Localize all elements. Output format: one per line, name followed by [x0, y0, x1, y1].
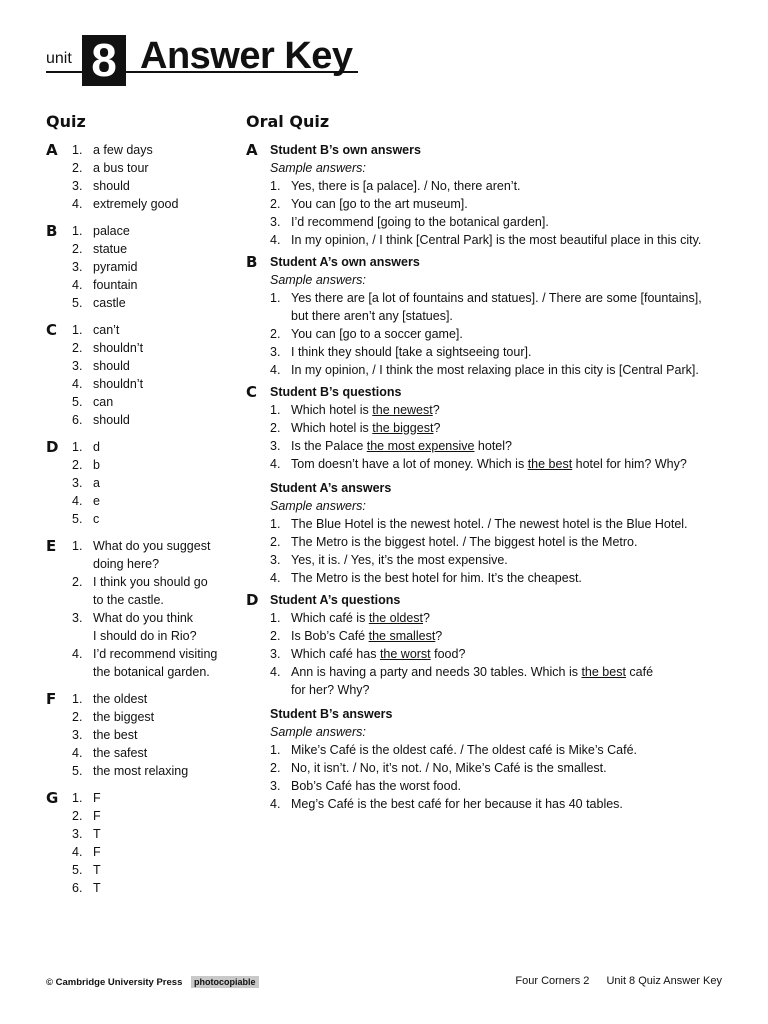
answer-line [291, 777, 736, 795]
answer-item [270, 533, 736, 551]
group-subtitle: Sample answers: [270, 725, 366, 739]
item-number: 1. [270, 291, 281, 305]
answer-line [291, 419, 736, 437]
book-title: Four Corners 2 [515, 975, 590, 987]
answer-item [72, 708, 236, 726]
oral-section-b [246, 253, 736, 379]
answer-item [270, 663, 736, 699]
item-number: 1. [270, 743, 281, 757]
group-title: Student A’s questions [270, 593, 401, 607]
item-number: 2. [72, 341, 83, 355]
answer-item [270, 361, 736, 379]
answer-item [270, 195, 736, 213]
answer-line: What do you think [93, 611, 194, 625]
answer-text: F [93, 845, 101, 859]
group-subtitle: Sample answers: [270, 161, 366, 175]
section-letter: F [46, 690, 57, 708]
group-title: Student B’s questions [270, 385, 402, 399]
answer-line: doing here? [93, 557, 160, 571]
unit-number-badge: 8 [82, 35, 126, 86]
answer-item [270, 645, 736, 663]
answer-item [72, 375, 236, 393]
answer-line [291, 795, 736, 813]
answer-line: I should do in Rio? [93, 629, 197, 643]
oral-section-c [246, 383, 736, 587]
answer-text: Yes there are [a lot of fountains and statues]. / There are some [fountains], [291, 291, 702, 305]
group-subtitle: Sample answers: [270, 499, 366, 513]
answer-item [72, 258, 236, 276]
section-letter: A [46, 141, 58, 159]
answer-line [291, 213, 736, 231]
answer-item [72, 726, 236, 744]
answer-text: ? [433, 421, 441, 435]
photocopiable-badge: photocopiable [191, 976, 259, 988]
item-number: 3. [72, 827, 83, 841]
answer-line [291, 325, 736, 343]
answer-line [291, 627, 736, 645]
answer-list [270, 289, 736, 379]
answer-item [270, 515, 736, 533]
answer-item [72, 861, 236, 879]
answer-line: the botanical garden. [93, 665, 210, 679]
quiz-section-f [46, 690, 236, 780]
answer-text: Yes, it is. / Yes, it’s the most expensive. [291, 553, 508, 567]
answer-item [270, 401, 736, 419]
item-number: 3. [72, 260, 83, 274]
quiz-heading: Quiz [46, 112, 86, 131]
item-number: 4. [270, 797, 281, 811]
answer-text: extremely good [93, 197, 179, 211]
answer-item [72, 294, 236, 312]
item-number: 2. [270, 629, 281, 643]
answer-item [72, 159, 236, 177]
answer-text: I’d recommend [going to the botanical garden]. [291, 215, 549, 229]
answer-text: The Metro is the best hotel for him. It’s the cheapest. [291, 571, 582, 585]
item-number: 2. [72, 242, 83, 256]
answer-item [72, 276, 236, 294]
answer-list [72, 537, 236, 681]
item-number: 2. [72, 161, 83, 175]
item-number: 3. [270, 779, 281, 793]
item-number: 4. [72, 278, 83, 292]
answer-line [291, 609, 736, 627]
answer-item [270, 759, 736, 777]
underlined-term: the most expensive [366, 439, 475, 453]
answer-text: can’t [93, 323, 120, 337]
answer-text: Which café has [291, 647, 380, 661]
answer-item [270, 289, 736, 325]
quiz-section-b [46, 222, 236, 312]
answer-text: Yes, there is [a palace]. / No, there aren’t. [291, 179, 521, 193]
item-number: 6. [72, 413, 83, 427]
answer-line [291, 663, 736, 681]
oral-quiz-column [246, 112, 736, 817]
answer-line [291, 361, 736, 379]
answer-text: Which café is [291, 611, 369, 625]
item-number: 3. [270, 345, 281, 359]
answer-item [270, 609, 736, 627]
answer-list [270, 609, 736, 699]
item-number: 1. [72, 224, 83, 238]
answer-line: I think you should go [93, 575, 208, 589]
answer-item [270, 437, 736, 455]
quiz-section-e [46, 537, 236, 681]
item-number: 2. [270, 535, 281, 549]
answer-text: the biggest [93, 710, 155, 724]
answer-line [291, 231, 736, 249]
oral-section-a [246, 141, 736, 249]
answer-item [270, 627, 736, 645]
answer-group [270, 705, 736, 813]
item-number: 1. [72, 323, 83, 337]
item-number: 4. [72, 377, 83, 391]
answer-list [270, 177, 736, 249]
item-number: 6. [72, 881, 83, 895]
answer-item [72, 456, 236, 474]
answer-list [270, 515, 736, 587]
item-number: 4. [72, 746, 83, 760]
answer-text: e [93, 494, 100, 508]
item-number: 1. [270, 517, 281, 531]
answer-item [72, 645, 236, 681]
answer-text: Bob’s Café has the worst food. [291, 779, 462, 793]
answer-item [72, 177, 236, 195]
answer-line [291, 437, 736, 455]
answer-line: What do you suggest [93, 539, 211, 553]
answer-line: to the castle. [93, 593, 164, 607]
answer-text: Which hotel is [291, 421, 373, 435]
oral-quiz-heading: Oral Quiz [246, 112, 330, 131]
answer-group [270, 253, 736, 379]
item-number: 1. [72, 791, 83, 805]
answer-text: café [625, 665, 654, 679]
answer-item [72, 537, 236, 573]
answer-text: b [93, 458, 100, 472]
item-number: 1. [72, 692, 83, 706]
answer-item [72, 438, 236, 456]
answer-line [291, 195, 736, 213]
answer-list [72, 321, 236, 429]
answer-item [270, 777, 736, 795]
answer-text: Mike’s Café is the oldest café. / The oldest café is Mike’s Café. [291, 743, 637, 757]
item-number: 1. [72, 440, 83, 454]
answer-item [72, 240, 236, 258]
item-number: 3. [270, 439, 281, 453]
section-letter: A [246, 141, 258, 159]
answer-group [270, 479, 736, 587]
answer-text: ? [432, 403, 440, 417]
answer-list [270, 741, 736, 813]
answer-text: T [93, 863, 101, 877]
answer-item [72, 411, 236, 429]
copyright-text: © Cambridge University Press [46, 977, 183, 988]
quiz-section-a [46, 141, 236, 213]
answer-item [72, 789, 236, 807]
answer-text: F [93, 791, 101, 805]
item-number: 2. [270, 197, 281, 211]
answer-line [291, 289, 736, 307]
answer-text: but there aren’t any [statues]. [291, 309, 453, 323]
answer-item [72, 474, 236, 492]
answer-line [291, 681, 736, 699]
answer-line [291, 343, 736, 361]
section-letter: B [246, 253, 258, 271]
group-title: Student B’s own answers [270, 143, 421, 157]
answer-text: castle [93, 296, 126, 310]
answer-item [270, 551, 736, 569]
answer-text: palace [93, 224, 130, 238]
answer-item [270, 343, 736, 361]
item-number: 3. [72, 476, 83, 490]
answer-text: the best [93, 728, 138, 742]
answer-text: Is Bob’s Café [291, 629, 369, 643]
answer-item [72, 762, 236, 780]
answer-line [291, 177, 736, 195]
answer-item [270, 177, 736, 195]
item-number: 2. [72, 575, 83, 589]
answer-text: In my opinion, / I think the most relaxing place in this city is [Central Park]. [291, 363, 699, 377]
answer-item [72, 510, 236, 528]
answer-text: food? [430, 647, 466, 661]
item-number: 1. [270, 611, 281, 625]
answer-text: hotel for him? Why? [572, 457, 687, 471]
item-number: 3. [72, 728, 83, 742]
answer-text: should [93, 179, 130, 193]
item-number: 4. [72, 494, 83, 508]
answer-text: should [93, 359, 130, 373]
answer-text: In my opinion, / I think [Central Park] is the most beautiful place in this city. [291, 233, 702, 247]
quiz-sections [46, 141, 236, 897]
page-header [0, 30, 768, 90]
answer-text: fountain [93, 278, 138, 292]
unit-label: unit [46, 50, 72, 67]
answer-item [72, 141, 236, 159]
footer-right [515, 975, 722, 987]
answer-text: hotel? [474, 439, 512, 453]
answer-item [72, 843, 236, 861]
answer-text: shouldn’t [93, 341, 144, 355]
answer-text: the safest [93, 746, 148, 760]
item-number: 1. [72, 539, 83, 553]
group-title: Student B’s answers [270, 707, 393, 721]
group-title: Student A’s own answers [270, 255, 420, 269]
answer-line [291, 645, 736, 663]
answer-text: statue [93, 242, 128, 256]
answer-item [270, 569, 736, 587]
answer-list [270, 401, 736, 473]
item-number: 4. [270, 571, 281, 585]
answer-list [72, 141, 236, 213]
section-letter: E [46, 537, 57, 555]
item-number: 4. [72, 197, 83, 211]
underlined-term: the best [581, 665, 626, 679]
answer-text: No, it isn’t. / No, it’s not. / No, Mike’s Café is the smallest. [291, 761, 607, 775]
group-subtitle: Sample answers: [270, 273, 366, 287]
item-number: 1. [270, 403, 281, 417]
answer-text: a bus tour [93, 161, 149, 175]
answer-text: T [93, 827, 101, 841]
answer-text: F [93, 809, 101, 823]
answer-text: for her? Why? [291, 683, 370, 697]
item-number: 3. [270, 553, 281, 567]
quiz-section-d [46, 438, 236, 528]
answer-text: should [93, 413, 130, 427]
item-number: 5. [72, 395, 83, 409]
answer-text: ? [435, 629, 443, 643]
item-number: 2. [72, 710, 83, 724]
answer-line [291, 551, 736, 569]
answer-line: I’d recommend visiting [93, 647, 218, 661]
answer-line [291, 455, 736, 473]
answer-item [270, 213, 736, 231]
section-letter: D [246, 591, 259, 609]
footer-left [46, 976, 259, 988]
answer-item [72, 879, 236, 897]
item-number: 5. [72, 764, 83, 778]
answer-line [291, 569, 736, 587]
underlined-term: the newest [372, 403, 433, 417]
item-number: 4. [270, 665, 281, 679]
answer-text: The Blue Hotel is the newest hotel. / The newest hotel is the Blue Hotel. [291, 517, 688, 531]
item-number: 5. [72, 863, 83, 877]
answer-list [72, 690, 236, 780]
answer-text: Is the Palace [291, 439, 367, 453]
answer-list [72, 789, 236, 897]
item-number: 5. [72, 296, 83, 310]
group-title: Student A’s answers [270, 481, 392, 495]
section-letter: C [46, 321, 58, 339]
answer-item [72, 357, 236, 375]
item-number: 3. [72, 179, 83, 193]
answer-item [72, 744, 236, 762]
answer-group [270, 141, 736, 249]
underlined-term: the oldest [368, 611, 424, 625]
section-letter: D [46, 438, 59, 456]
answer-text: d [93, 440, 100, 454]
answer-list [72, 222, 236, 312]
underlined-term: the smallest [368, 629, 436, 643]
answer-text: Which hotel is [291, 403, 373, 417]
answer-item [72, 321, 236, 339]
item-number: 2. [72, 458, 83, 472]
page-title: Answer Key [140, 35, 353, 77]
underlined-term: the worst [379, 647, 431, 661]
section-letter: B [46, 222, 58, 240]
answer-item [72, 492, 236, 510]
document-title: Unit 8 Quiz Answer Key [606, 975, 722, 987]
quiz-column [46, 112, 236, 906]
answer-text: c [93, 512, 100, 526]
quiz-section-c [46, 321, 236, 429]
item-number: 3. [270, 215, 281, 229]
answer-text: can [93, 395, 114, 409]
item-number: 1. [72, 143, 83, 157]
answer-list [72, 438, 236, 528]
answer-line [291, 401, 736, 419]
answer-item [72, 222, 236, 240]
item-number: 4. [270, 457, 281, 471]
item-number: 2. [270, 421, 281, 435]
underlined-term: the biggest [372, 421, 434, 435]
item-number: 5. [72, 512, 83, 526]
answer-text: pyramid [93, 260, 138, 274]
answer-item [72, 393, 236, 411]
oral-quiz-sections [246, 141, 736, 813]
answer-group [270, 591, 736, 699]
answer-item [270, 795, 736, 813]
item-number: 2. [270, 327, 281, 341]
section-letter: G [46, 789, 59, 807]
answer-text: T [93, 881, 101, 895]
answer-item [270, 231, 736, 249]
answer-item [72, 690, 236, 708]
answer-text: The Metro is the biggest hotel. / The biggest hotel is the Metro. [291, 535, 638, 549]
oral-section-d [246, 591, 736, 813]
item-number: 3. [270, 647, 281, 661]
answer-text: You can [go to a soccer game]. [291, 327, 463, 341]
answer-item [72, 609, 236, 645]
item-number: 4. [72, 647, 83, 661]
item-number: 4. [72, 845, 83, 859]
answer-text: I think they should [take a sightseeing tour]. [291, 345, 532, 359]
answer-text: Tom doesn’t have a lot of money. Which is [291, 457, 528, 471]
answer-group [270, 383, 736, 473]
answer-text: You can [go to the art museum]. [291, 197, 468, 211]
answer-item [72, 825, 236, 843]
underlined-term: the best [527, 457, 573, 471]
item-number: 2. [270, 761, 281, 775]
quiz-section-g [46, 789, 236, 897]
answer-line [291, 759, 736, 777]
answer-line [291, 741, 736, 759]
answer-text: Ann is having a party and needs 30 tables. Which is [291, 665, 582, 679]
answer-item [270, 741, 736, 759]
answer-text: ? [423, 611, 430, 625]
answer-line [291, 307, 736, 325]
answer-item [72, 195, 236, 213]
item-number: 2. [72, 809, 83, 823]
answer-item [72, 339, 236, 357]
answer-item [270, 419, 736, 437]
item-number: 4. [270, 233, 281, 247]
answer-text: the oldest [93, 692, 148, 706]
answer-text: Meg’s Café is the best café for her because it has 40 tables. [291, 797, 623, 811]
answer-line [291, 515, 736, 533]
item-number: 4. [270, 363, 281, 377]
section-letter: C [246, 383, 258, 401]
item-number: 1. [270, 179, 281, 193]
item-number: 3. [72, 611, 83, 625]
answer-line [291, 533, 736, 551]
answer-text: a [93, 476, 100, 490]
answer-text: a few days [93, 143, 153, 157]
answer-text: shouldn’t [93, 377, 144, 391]
item-number: 3. [72, 359, 83, 373]
answer-item [72, 573, 236, 609]
answer-item [270, 325, 736, 343]
answer-text: the most relaxing [93, 764, 189, 778]
answer-item [72, 807, 236, 825]
answer-item [270, 455, 736, 473]
